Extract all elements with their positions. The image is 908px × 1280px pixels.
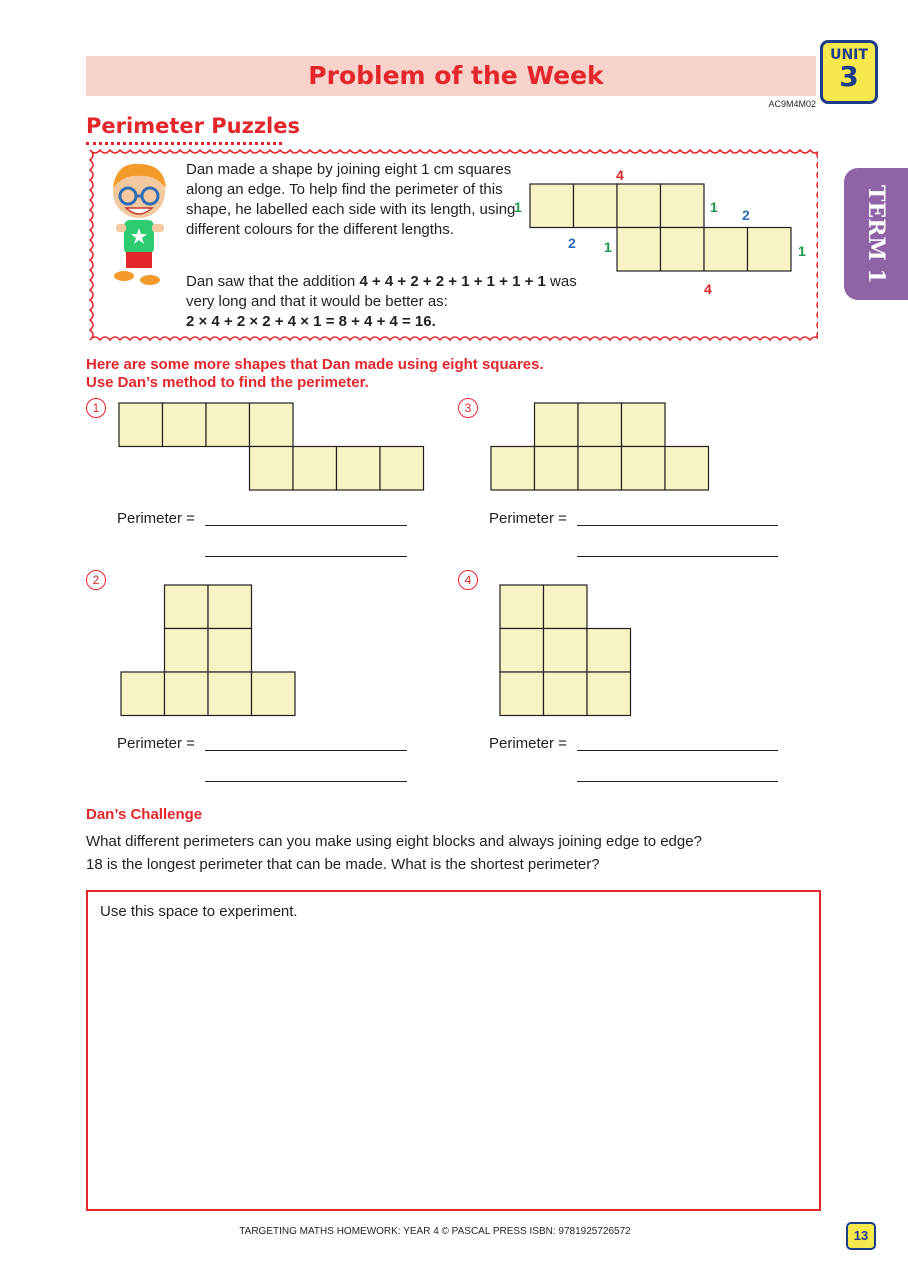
q1-square [163, 403, 207, 447]
unit-badge [820, 40, 878, 104]
question-2-shape [120, 584, 300, 720]
q1-square [250, 403, 294, 447]
intro-addition: 4 + 4 + 2 + 2 + 1 + 1 + 1 + 1 [359, 273, 546, 290]
curriculum-code: AC9M4M02 [768, 99, 816, 109]
instructions [86, 356, 686, 392]
experiment-label: Use this space to experiment. [100, 903, 298, 920]
q1-square [206, 403, 250, 447]
q3-square [665, 447, 709, 491]
intro-addition-lead: Dan saw that the addition [186, 273, 360, 290]
q2-square [165, 672, 209, 716]
question-4-shape [499, 584, 637, 720]
intro-better-form: 2 × 4 + 2 × 2 + 4 × 1 = 8 + 4 + 4 = 16. [186, 313, 436, 330]
instruction-line-1: Here are some more shapes that Dan made using eight squares. [86, 356, 544, 373]
example-shape [508, 160, 818, 300]
q4-square [544, 672, 588, 716]
footer-text: TARGETING MATHS HOMEWORK: YEAR 4 © PASCAL PRESS ISBN: 9781925726572 [239, 1226, 631, 1237]
challenge-line-2: 18 is the longest perimeter that can be made. What is the shortest perimeter? [86, 856, 600, 873]
q1-square [380, 447, 424, 491]
example-square [574, 184, 618, 228]
q2-square [208, 585, 252, 629]
q2-square [208, 629, 252, 673]
intro-paragraph: Dan made a shape by joining eight 1 cm squares along an edge. To help find the perimeter of this shape, he labelled each side with its length, using different colours for the different lengths. [186, 161, 516, 238]
example-square [530, 184, 574, 228]
q4-square [500, 629, 544, 673]
q4-square [544, 585, 588, 629]
label-right-top-1: 1 [710, 199, 718, 215]
q1-square [250, 447, 294, 491]
question-4-answer-line-2[interactable] [577, 781, 778, 782]
challenge-text [86, 830, 806, 876]
question-2-answer-line-2[interactable] [205, 781, 407, 782]
q3-square [491, 447, 535, 491]
label-left-inner-1: 1 [604, 239, 612, 255]
q3-square [578, 403, 622, 447]
term-label: TERM 1 [863, 184, 889, 284]
example-square [617, 228, 661, 272]
question-2-number: 2 [86, 570, 106, 590]
example-square [661, 184, 705, 228]
label-bottom-4: 4 [704, 281, 712, 297]
question-3-shape [490, 402, 714, 496]
section-underline [86, 142, 282, 145]
q2-square [165, 585, 209, 629]
question-2-answer-line-1[interactable] [205, 750, 407, 751]
q3-square [622, 403, 666, 447]
page-title: Problem of the Week [308, 61, 604, 90]
label-left-outer-1: 1 [514, 199, 522, 215]
experiment-area[interactable] [86, 890, 821, 1211]
q4-square [500, 672, 544, 716]
question-1-answer-line-1[interactable] [205, 525, 407, 526]
q4-square [544, 629, 588, 673]
q1-square [119, 403, 163, 447]
question-4-number: 4 [458, 570, 478, 590]
q3-square [622, 447, 666, 491]
label-top-4: 4 [616, 167, 624, 183]
example-square [617, 184, 661, 228]
intro-addition-tail: was very long and that it would be better as: [186, 273, 577, 310]
q4-square [587, 629, 631, 673]
q4-square [500, 585, 544, 629]
question-3-answer-line-1[interactable] [577, 525, 778, 526]
example-square [748, 228, 792, 272]
question-1-number: 1 [86, 398, 106, 418]
question-4-answer-line-1[interactable] [577, 750, 778, 751]
challenge-line-1: What different perimeters can you make using eight blocks and always joining edge to edge? [86, 833, 702, 850]
page-number: 13 [846, 1222, 876, 1250]
challenge-title: Dan’s Challenge [86, 806, 203, 823]
question-3-perimeter-label: Perimeter = [489, 510, 567, 527]
q4-square [587, 672, 631, 716]
q2-square [252, 672, 296, 716]
question-1-perimeter-label: Perimeter = [117, 510, 195, 527]
label-right-outer-1: 1 [798, 243, 806, 259]
question-1-shape [118, 402, 428, 496]
example-square [661, 228, 705, 272]
q3-square [535, 403, 579, 447]
unit-label: UNIT [830, 47, 868, 63]
q2-square [121, 672, 165, 716]
q2-square [208, 672, 252, 716]
question-3-answer-line-2[interactable] [577, 556, 778, 557]
label-step-bottom-2: 2 [568, 235, 576, 251]
dan-character-icon [104, 160, 174, 290]
q2-square [165, 629, 209, 673]
q3-square [535, 447, 579, 491]
unit-number: 3 [839, 60, 859, 93]
example-square [704, 228, 748, 272]
q1-square [337, 447, 381, 491]
instruction-line-2: Use Dan’s method to find the perimeter. [86, 374, 369, 391]
section-title: Perimeter Puzzles [86, 114, 300, 138]
label-step-top-2: 2 [742, 207, 750, 223]
question-2-perimeter-label: Perimeter = [117, 735, 195, 752]
question-1-answer-line-2[interactable] [205, 556, 407, 557]
q3-square [578, 447, 622, 491]
question-4-perimeter-label: Perimeter = [489, 735, 567, 752]
question-3-number: 3 [458, 398, 478, 418]
q1-square [293, 447, 337, 491]
